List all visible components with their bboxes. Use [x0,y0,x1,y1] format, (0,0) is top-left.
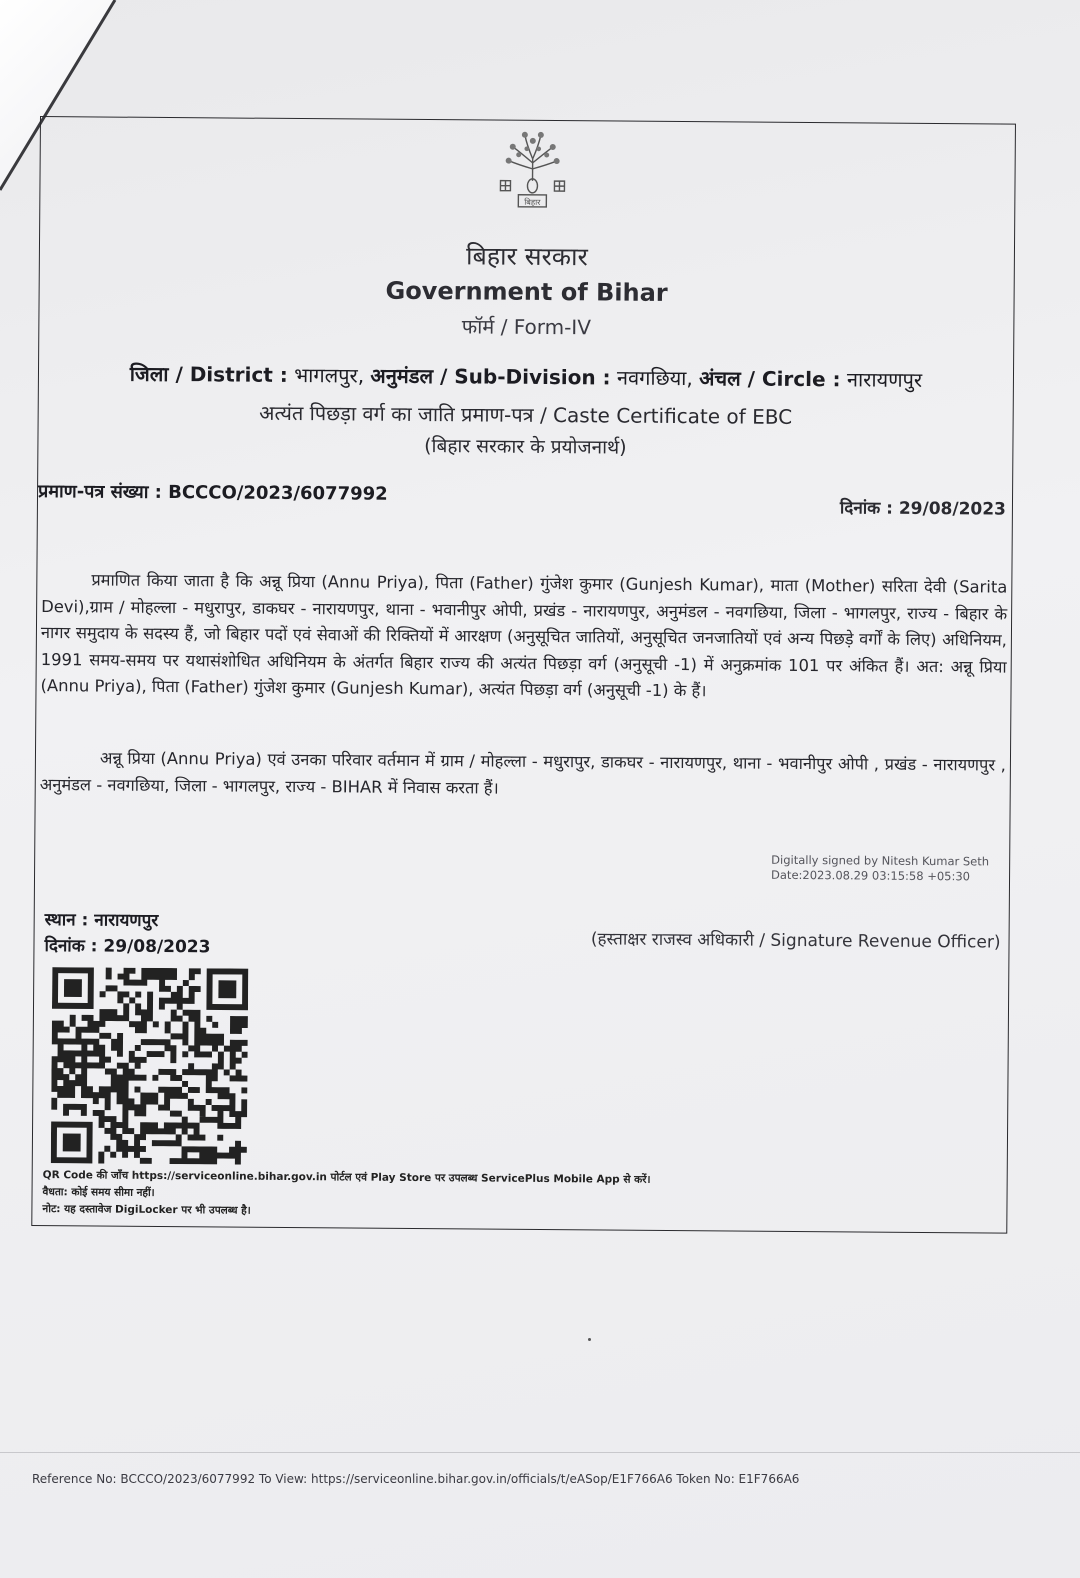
government-title-english: Government of Bihar [385,276,668,307]
qr-code-icon [51,967,249,1165]
paper-speck [588,1338,591,1341]
certificate-date: दिनांक : 29/08/2023 [839,498,1007,520]
notes-block [42,1167,650,1223]
qr-finder-pattern [55,970,91,1006]
footer-rule [0,1452,1080,1453]
certificate-purpose: (बिहार सरकार के प्रयोजनार्थ) [424,435,627,459]
place-date-block [44,907,210,960]
jurisdiction-line [39,359,1013,394]
reference-footer: Reference No: BCCCO/2023/6077992 To View: https://serviceonline.bihar.gov.in/officials/t/eASop/E1F766A6 Token No: E1F766A6 [32,1472,800,1486]
digital-signature-signer: Digitally signed by Nitesh Kumar Seth [771,852,990,869]
place-text: स्थान : नारायणपुर [44,910,159,931]
bihar-emblem-bodhi-tree-icon [490,129,575,220]
emblem-text: बिहार [524,197,541,207]
subdivision-value: नवगछिया, [616,365,693,391]
signatory-label: (हस्ताक्षर राजस्व अधिकारी / Signature Revenue Officer) [590,929,1001,953]
qr-finder-pattern [54,1125,90,1161]
circle-value: नारायणपुर [846,367,923,392]
government-title-hindi: बिहार सरकार [465,241,588,272]
subdivision-label: अनुमंडल / Sub-Division : [370,363,611,390]
certificate-frame [31,116,1016,1234]
qr-verification-note: QR Code की जाँच https://serviceonline.bihar.gov.in पोर्टल एवं Play Store पर उपलब्ध ServicePlus Mobile App से करें। [42,1169,651,1186]
issue-date-text: दिनांक : 29/08/2023 [44,936,211,958]
certificate-title: अत्यंत पिछड़ा वर्ग का जाति प्रमाण-पत्र / Caste Certificate of EBC [259,400,793,429]
digilocker-note: नोट: यह दस्तावेज DigiLocker पर भी उपलब्ध है। [42,1203,251,1217]
certification-paragraph: प्रमाणित किया जाता है कि अन्नू प्रिया (Annu Priya), पिता (Father) गुंजेश कुमार (Gunjesh Kumar), माता (Mother) सरिता देवी (Sarita Devi),ग्राम / मोहल्ला - मधुरापुर, डाकघर - नारायणपुर, थाना - भवानीपुर ओपी, प्रखंड - नारायणपुर, अनुमंडल - नवगछिया, जिला - भागलपुर, राज्य - बिहार के नागर समुदाय के सदस्य हैं, जो बिहार पदों एवं सेवाओं की रिक्तियों में आरक्षण (अनुसूचित जातियों, अनुसूचित जनजातियों एवं अन्य पिछड़े वर्गों के लिए) अधिनियम, 1991 समय-समय पर यथासंशोधित अधिनियम के अंतर्गत बिहार राज्य की अत्यंत पिछड़ा वर्ग (अनुसूची -1) में अनुक्रमांक 101 पर अंकित हैं। अत: अन्नू प्रिया (Annu Priya), पिता (Father) गुंजेश कुमार (Gunjesh Kumar), अत्यंत पिछड़ा वर्ग (अनुसूची -1) के हैं। [40,570,1008,701]
digital-signature-block [771,853,989,885]
validity-note: वैधता: कोई समय सीमा नहीं। [42,1186,155,1199]
qr-finder-pattern [209,971,245,1007]
form-label: फॉर्म / Form-IV [461,314,592,340]
district-label: जिला / District : [129,361,288,387]
residence-paragraph: अन्नू प्रिया (Annu Priya) एवं उनका परिवार वर्तमान में ग्राम / मोहल्ला - मधुरापुर, डाकघर - नारायणपुर, थाना - भवानीपुर ओपी , प्रखंड - नारायणपुर , अनुमंडल - नवगछिया, जिला - भागलपुर, राज्य - BIHAR में निवास करता हैं। [39,748,1007,798]
digital-signature-date: Date:2023.08.29 03:15:58 +05:30 [771,867,971,884]
certificate-number: प्रमाण-पत्र संख्या : BCCCO/2023/6077992 [37,480,388,505]
circle-label: अंचल / Circle : [699,366,841,392]
district-value: भागलपुर, [294,363,365,388]
